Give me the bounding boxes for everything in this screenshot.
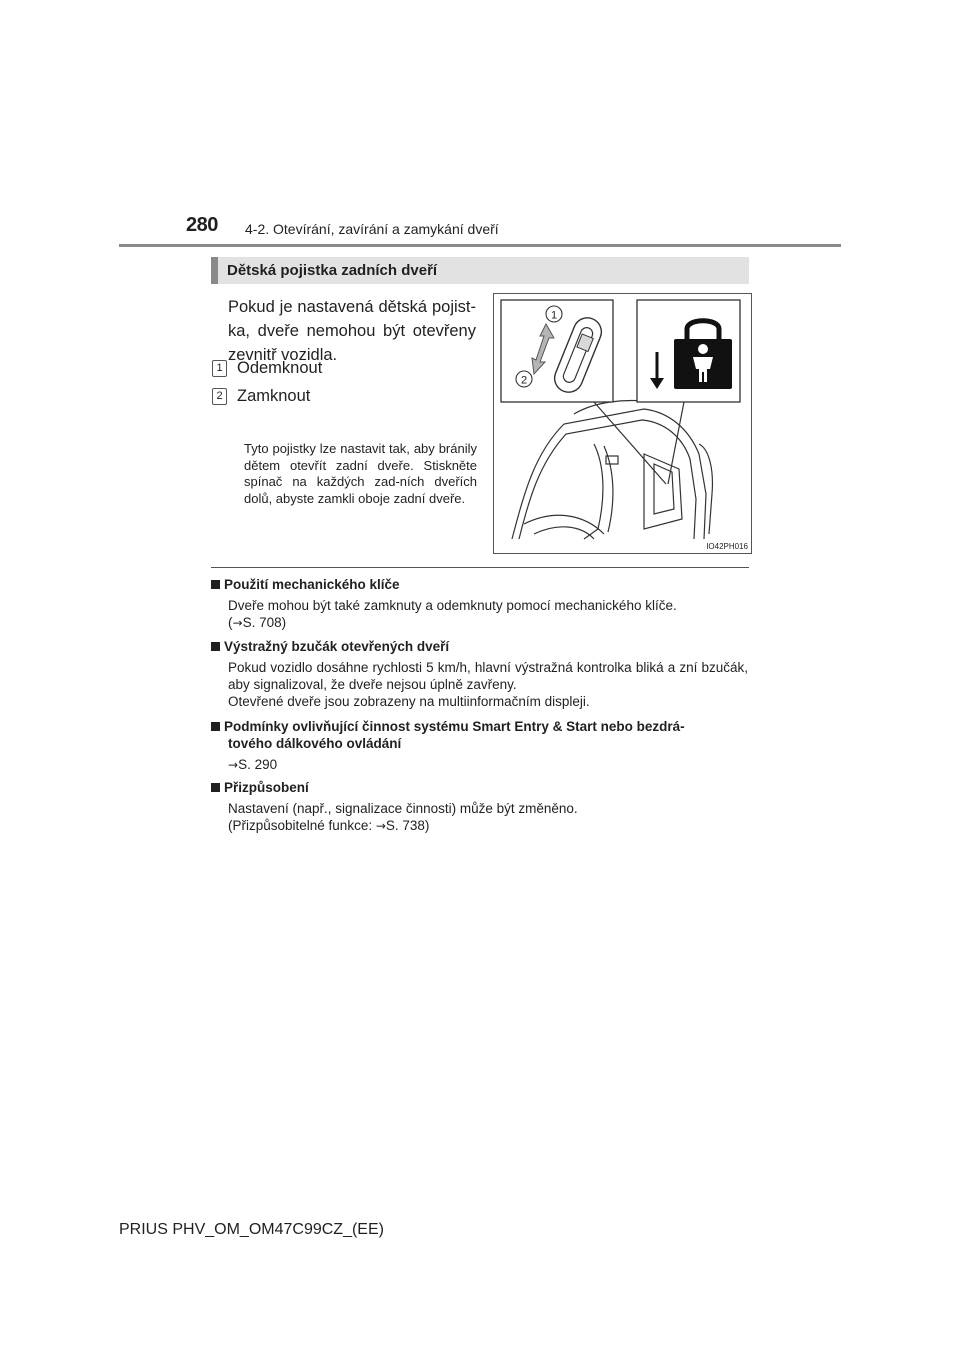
page-number: 280 <box>186 214 218 236</box>
intro-paragraph: Pokud je nastavená dětská pojist-ka, dveře nemohou být otevřeny zevnitř vozidla. <box>228 298 476 364</box>
section-header <box>211 257 749 284</box>
callout-1: 1 <box>550 309 558 322</box>
door-illustration-icon <box>494 294 751 553</box>
bullet-square-icon <box>211 580 220 589</box>
info-body-smart-entry <box>228 756 748 774</box>
figure-code: IO42PH016 <box>706 542 748 551</box>
bullet-square-icon <box>211 722 220 731</box>
bullet-square-icon <box>211 642 220 651</box>
section-marker <box>211 257 218 284</box>
step-unlock <box>212 358 322 378</box>
reference-arrow-icon: → <box>228 758 239 772</box>
child-lock-illustration <box>493 293 752 554</box>
step-lock <box>212 386 310 406</box>
bullet-square-icon <box>211 783 220 792</box>
page-reference: S. 738) <box>385 818 430 833</box>
info-title-open-door-buzzer: Výstražný bzučák otevřených dveří <box>211 638 449 655</box>
reference-arrow-icon: → <box>232 616 243 630</box>
info-body-customization: Nastavení (např., signalizace činnosti) může být změněno. (Přizpůsobitelné funkce: →S. 738) <box>228 801 578 833</box>
section-divider <box>211 567 749 568</box>
section-title: Dětská pojistka zadních dveří <box>227 262 438 279</box>
info-body-mechanical-key: Dveře mohou být také zamknuty a odemknuty pomocí mechanického klíče. (→S. 708) <box>228 598 677 630</box>
info-title-mechanical-key: Použití mechanického klíče <box>211 576 400 593</box>
header-divider <box>119 244 841 247</box>
info-body-open-door-buzzer: Pokud vozidlo dosáhne rychlosti 5 km/h, hlavní výstražná kontrolka bliká a zní bzučák, aby signalizoval, že dveře nejsou úplně zavřeny. Otevřené dveře jsou zobrazeny na multiinformačním displeji. <box>228 660 748 709</box>
info-title-smart-entry: Podmínky ovlivňující činnost systému Smart Entry & Start nebo bezdrá- <box>211 718 751 735</box>
step-number-badge: 1 <box>212 360 227 377</box>
page-reference: S. 290 <box>238 757 278 772</box>
document-footer: PRIUS PHV_OM_OM47C99CZ_(EE) <box>119 1221 384 1238</box>
info-title-smart-entry-cont: tového dálkového ovládání <box>228 736 402 751</box>
info-title-customization: Přizpůsobení <box>211 779 309 796</box>
step-label: Odemknout <box>237 359 323 377</box>
step-number-badge: 2 <box>212 388 227 405</box>
chapter-title: 4-2. Otevírání, zavírání a zamykání dveří <box>245 221 499 237</box>
note-paragraph: Tyto pojistky lze nastavit tak, aby bránily dětem otevřít zadní dveře. Stiskněte spínač na každých zad-ních dveřích dolů, abyste zamkli oboje zadní dveře. <box>244 441 477 506</box>
step-label: Zamknout <box>237 387 311 405</box>
reference-arrow-icon: → <box>375 819 386 833</box>
callout-2: 2 <box>520 374 528 387</box>
page-reference: S. 708) <box>242 615 287 630</box>
